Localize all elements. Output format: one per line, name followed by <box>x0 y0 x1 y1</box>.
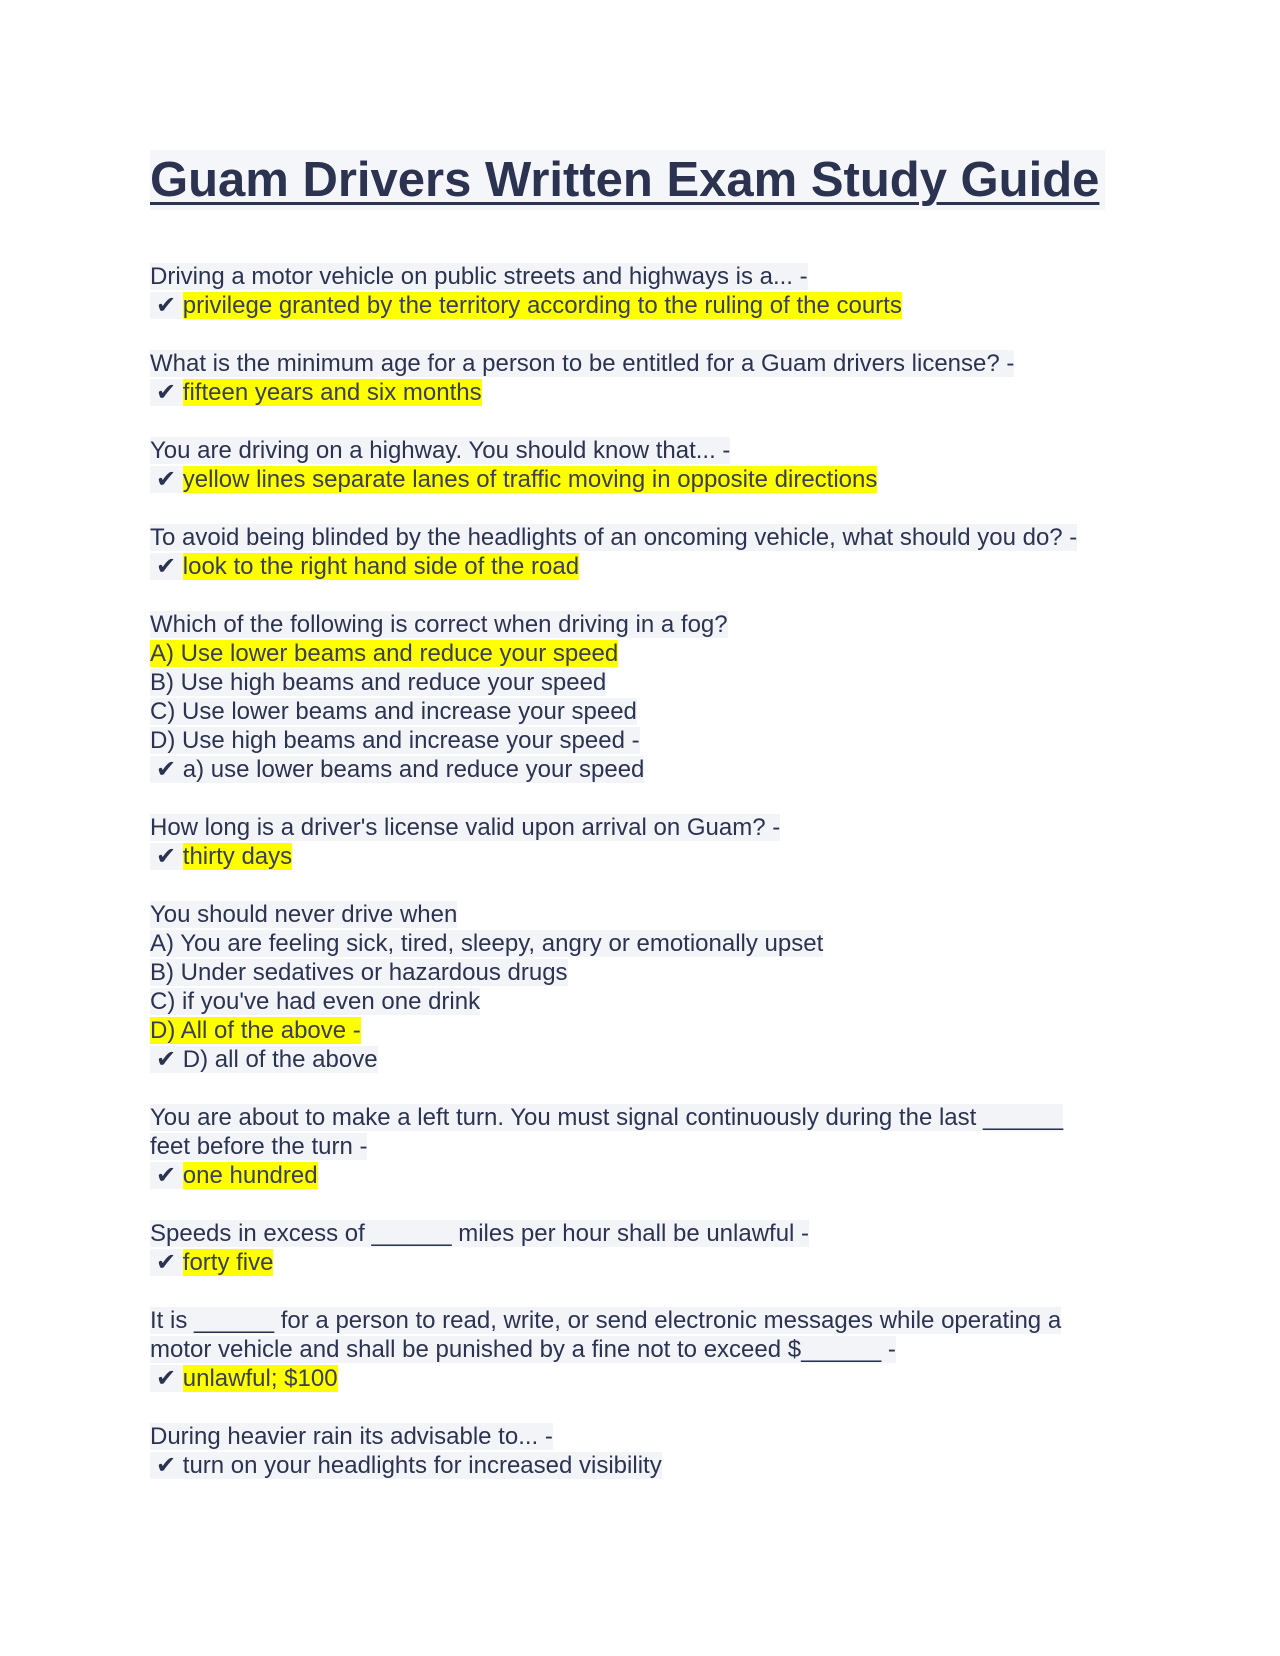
answer-text: unlawful; $100 <box>182 1365 338 1392</box>
check-mark-icon: ✔ <box>150 466 183 493</box>
question-text: Which of the following is correct when driving in a fog? <box>150 611 728 638</box>
question-text: Speeds in excess of ______ miles per hour shall be unlawful - <box>150 1220 810 1247</box>
qa-item <box>150 610 1140 784</box>
answer-text: thirty days <box>182 843 293 870</box>
check-mark-icon: ✔ <box>150 553 183 580</box>
answer-text: look to the right hand side of the road <box>182 553 580 580</box>
check-mark-icon: ✔ <box>150 379 183 406</box>
answer-text: turn on your headlights for increased visibility <box>182 1452 662 1479</box>
option-text: D) Use high beams and increase your speed - <box>150 727 640 754</box>
answer-text: privilege granted by the territory according to the ruling of the courts <box>182 292 902 319</box>
question-text: motor vehicle and shall be punished by a fine not to exceed $______ - <box>150 1336 896 1363</box>
question-text: During heavier rain its advisable to... - <box>150 1423 553 1450</box>
question-text: You should never drive when <box>150 901 458 928</box>
qa-item <box>150 1103 1140 1190</box>
document-title: Guam Drivers Written Exam Study Guide <box>150 150 1105 210</box>
answer-text: fifteen years and six months <box>182 379 482 406</box>
answer-text: forty five <box>182 1249 274 1276</box>
check-mark-icon: ✔ <box>150 843 183 870</box>
check-mark-icon: ✔ <box>150 756 183 783</box>
qa-item <box>150 1219 1140 1277</box>
qa-item <box>150 1422 1140 1480</box>
option-text: C) if you've had even one drink <box>150 988 481 1015</box>
option-text: B) Use high beams and reduce your speed <box>150 669 607 696</box>
qa-item <box>150 262 1140 320</box>
question-text: It is ______ for a person to read, write, or send electronic messages while operating a <box>150 1307 1062 1334</box>
option-text: A) You are feeling sick, tired, sleepy, angry or emotionally upset <box>150 930 824 957</box>
check-mark-icon: ✔ <box>150 1046 183 1073</box>
option-text-highlighted: A) Use lower beams and reduce your speed <box>150 640 619 667</box>
question-text: feet before the turn - <box>150 1133 368 1160</box>
answer-text: D) all of the above <box>182 1046 378 1073</box>
qa-item <box>150 436 1140 494</box>
document-page <box>150 150 1140 1509</box>
question-text: To avoid being blinded by the headlights of an oncoming vehicle, what should you do? - <box>150 524 1078 551</box>
question-text: What is the minimum age for a person to be entitled for a Guam drivers license? - <box>150 350 1015 377</box>
question-text: Driving a motor vehicle on public streets and highways is a... - <box>150 263 808 290</box>
qa-item <box>150 900 1140 1074</box>
option-text: B) Under sedatives or hazardous drugs <box>150 959 568 986</box>
check-mark-icon: ✔ <box>150 1365 183 1392</box>
qa-item <box>150 349 1140 407</box>
check-mark-icon: ✔ <box>150 292 183 319</box>
option-text: C) Use lower beams and increase your speed <box>150 698 637 725</box>
qa-list <box>150 262 1140 1480</box>
answer-text: one hundred <box>182 1162 318 1189</box>
option-text-highlighted: D) All of the above - <box>150 1017 361 1044</box>
check-mark-icon: ✔ <box>150 1452 183 1479</box>
qa-item <box>150 523 1140 581</box>
qa-item <box>150 813 1140 871</box>
question-text: You are driving on a highway. You should know that... - <box>150 437 731 464</box>
question-text: How long is a driver's license valid upon arrival on Guam? - <box>150 814 781 841</box>
qa-item <box>150 1306 1140 1393</box>
check-mark-icon: ✔ <box>150 1249 183 1276</box>
answer-text: yellow lines separate lanes of traffic moving in opposite directions <box>182 466 878 493</box>
answer-text: a) use lower beams and reduce your speed <box>182 756 645 783</box>
question-text: You are about to make a left turn. You must signal continuously during the last ______ <box>150 1104 1064 1131</box>
check-mark-icon: ✔ <box>150 1162 183 1189</box>
